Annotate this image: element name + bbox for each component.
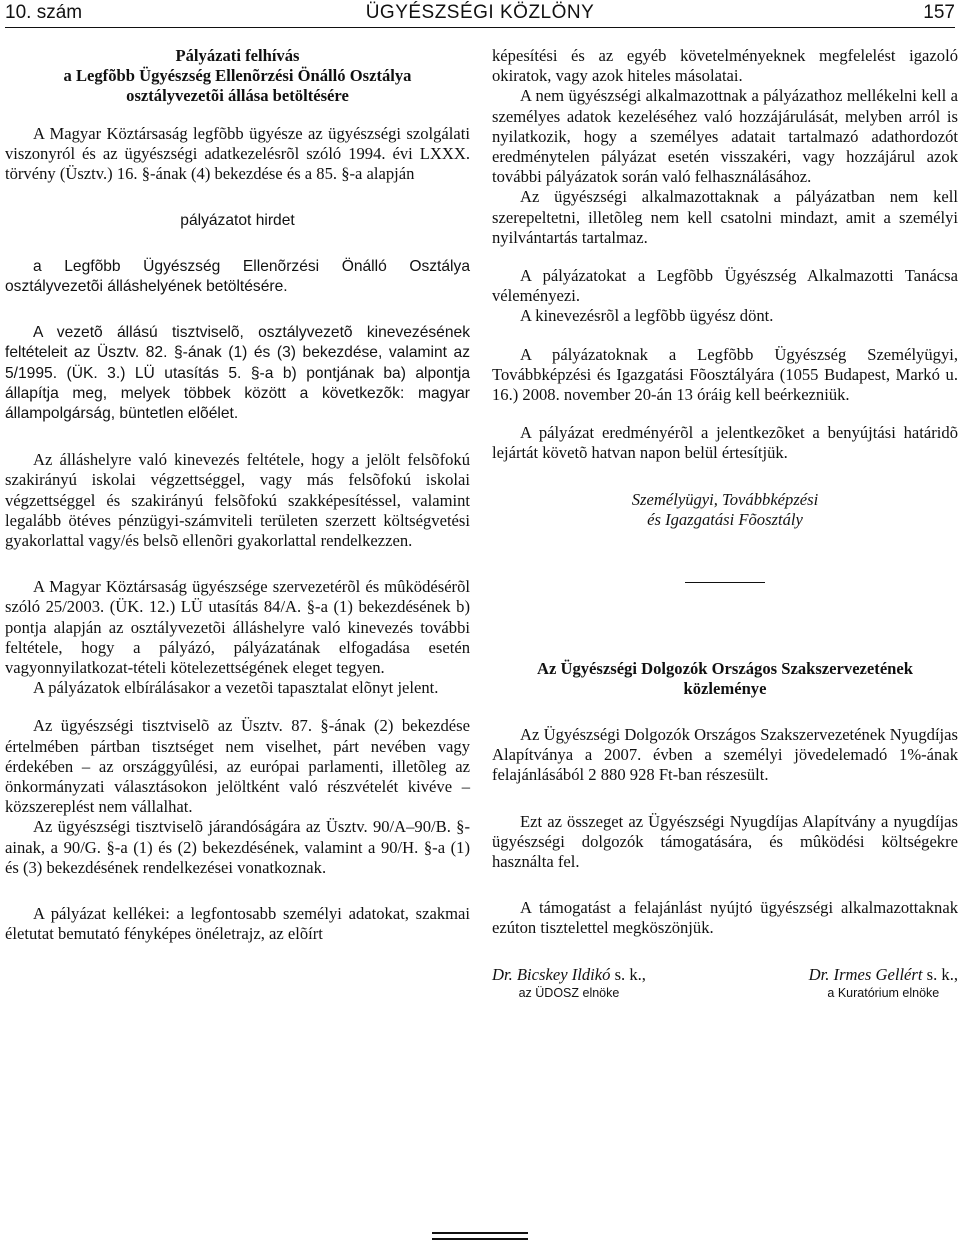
non-staff-paragraph: A nem ügyészségi alkalmazottnak a pályázathoz mellékelni kell a személyes adatok kezeléséhez való hozzájárulását, melyben arról is nyilatkozik, hogy a személyes adatait tartalmazó adathordozót eredménytelen pályázat esetén visszakéri, vagy hozzájárul azok további pályázatok során való felhasználásához. (492, 86, 958, 187)
experience-paragraph: A pályázatok elbírálásakor a vezetõi tapasztalat elõnyt jelent. (33, 678, 439, 698)
staff-paragraph: Az ügyészségi alkalmazottaknak a pályázatban nem kell szerepeltetni, illetõleg nem kell csatolni mindazt, amit a személyi nyilvántartás tartalmaz. (492, 187, 958, 247)
signer-1-name: Dr. Bicskey Ildikó (492, 964, 611, 984)
decision-paragraph: A kinevezésrõl a legfõbb ügyész dönt. (520, 306, 774, 326)
call-title-line-1: Pályázati felhívás (175, 46, 300, 65)
signer-2-suffix: s. k., (922, 964, 958, 984)
conditions-paragraph: A vezetõ állású tisztviselõ, osztályvezetõ kinevezésének feltételeit az Üsztv. 82. §-ának (1) és (3) bekezdése, valamint az 5/1995. (ÜK. 3.) LÜ utasítás 5. §-a b) pontjának ba) alpontja állapítja meg, melyek többek között a következõk: magyar állampolgárság, büntetlen elõélet. (5, 324, 470, 423)
submission-paragraph: A pályázatoknak a Legfõbb Ügyészség Személyügyi, Továbbképzési és Igazgatási Fõosztályára (1055 Budapest, Markó u. 16.) 2008. november 20-án 13 óráig kell beérkezniük. (492, 344, 958, 405)
signer-2-role: a Kuratórium elnöke (827, 985, 940, 1000)
notice-title-line-2: közleménye (683, 679, 767, 699)
requirements-paragraph-end: képesítési és az egyéb követelményeknek megfelelést igazoló okiratok, vagy azok hiteles másolatai. (492, 46, 958, 86)
salary-paragraph: Az ügyészségi tisztviselõ járandóságára az Üsztv. 90/A–90/B. §-ainak, a 90/G. §-a (1) és (2) bekezdésének, valamint a 90/H. §-a (1) és (3) bekezdésének rendelkezései vonatkoznak. (5, 817, 470, 877)
page-end-rule (432, 1232, 528, 1244)
left-column (5, 46, 470, 945)
signer-2 (809, 965, 958, 1001)
signer-1-suffix: s. k., (610, 964, 646, 984)
notice-paragraph-1: Az Ügyészségi Dolgozók Országos Szakszervezetének Nyugdíjas Alapítványa a 2007. évben a személyi jövedelemadó 1%-ának felajánlásából 2 880 928 Ft-ban részesült. (492, 725, 958, 785)
position-paragraph: a Legfõbb Ügyészség Ellenõrzési Önálló Osztálya osztályvezetõi álláshelyének betöltésére. (5, 257, 470, 296)
notice-title-line-1: Az Ügyészségi Dolgozók Országos Szakszervezetének (536, 659, 914, 679)
signer-1 (492, 965, 646, 1001)
signer-1-role: az ÜDOSZ elnöke (518, 985, 620, 1000)
appointment-paragraph: Az álláshelyre való kinevezés feltétele, hogy a jelölt felsõfokú szakirányú iskolai végzettséggel, vagy más felsõfokú iskolai végzettséggel és szakirányú felsõfokú szakképesítéssel, valamint legalább ötéves pénzügyi-számviteli területen szerzett költségvetési gyakorlattal vagy/és belsõ ellenõri gyakorlattal rendelkezzen. (5, 450, 470, 551)
notice-paragraph-2: Ezt az összeget az Ügyészségi Nyugdíjas Alapítvány a nyugdíjas ügyészségi dolgozók támogatására, és mûködési költségekre használta fel. (492, 811, 958, 872)
notification-paragraph: A pályázat eredményérõl a jelentkezõket a benyújtási határidõ lejártát követõ hatvan napon belül értesítjük. (492, 423, 958, 463)
page-number: 157 (923, 2, 955, 23)
signer-2-name: Dr. Irmes Gellért (808, 964, 923, 984)
requirements-paragraph-start: A pályázat kellékei: a legfontosabb személyi adatokat, szakmai életutat bemutató fényképes önéletrajz, az elõírt (5, 904, 470, 944)
call-title-line-3: osztályvezetõi állása betöltésére (126, 86, 349, 105)
call-title-line-2: a Legfõbb Ügyészség Ellenõrzési Önálló Osztálya (63, 66, 412, 85)
organization-paragraph: A Magyar Köztársaság ügyészsége szervezetérõl és mûködésérõl szóló 25/2003. (ÜK. 12.) LÜ utasítás 84/A. §-a (1) bekezdésének b) pontja alapján az osztályvezetõi álláshelyre való kinevezés további feltétele, hogy a pályázó, pályázatának elfogadása esetén vagyonnyilatkozat-tételi kötelezettségének eleget tegyen. (5, 577, 470, 678)
journal-title: ÜGYÉSZSÉGI KÖZLÖNY (365, 2, 595, 23)
council-paragraph: A pályázatokat a Legfõbb Ügyészség Alkalmazotti Tanácsa véleményezi. (492, 266, 958, 306)
intro-paragraph: A Magyar Köztársaság legfõbb ügyésze az ügyészségi szolgálati viszonyról és az ügyészségi adatkezelésrõl szóló 1994. évi LXXX. törvény (Üsztv.) 16. §-ának (4) bekezdése és a 85. §-a alapján (5, 124, 470, 184)
issuer-signature-line-1: Személyügyi, Továbbképzési (631, 489, 819, 509)
restrictions-paragraph: Az ügyészségi tisztviselõ az Üsztv. 87. §-ának (2) bekezdése értelmében pártban tisztséget nem viselhet, párt nevében vagy érdekében – az országgyûlési, az európai parlamenti, illetõleg az önkormányzati választásokon jelöltként való részvételét kivéve – közszereplést nem vállalhat. (5, 716, 470, 817)
right-column (492, 46, 958, 1001)
issuer-signature-line-2: és Igazgatási Fõosztály (647, 509, 803, 529)
issue-number: 10. szám (5, 2, 83, 23)
announce-line: pályázatot hirdet (180, 211, 295, 229)
page-header (5, 0, 955, 28)
notice-paragraph-3: A támogatást a felajánlást nyújtó ügyészségi alkalmazottaknak ezúton tisztelettel megköszönjük. (492, 898, 958, 938)
signatures (492, 965, 958, 1001)
